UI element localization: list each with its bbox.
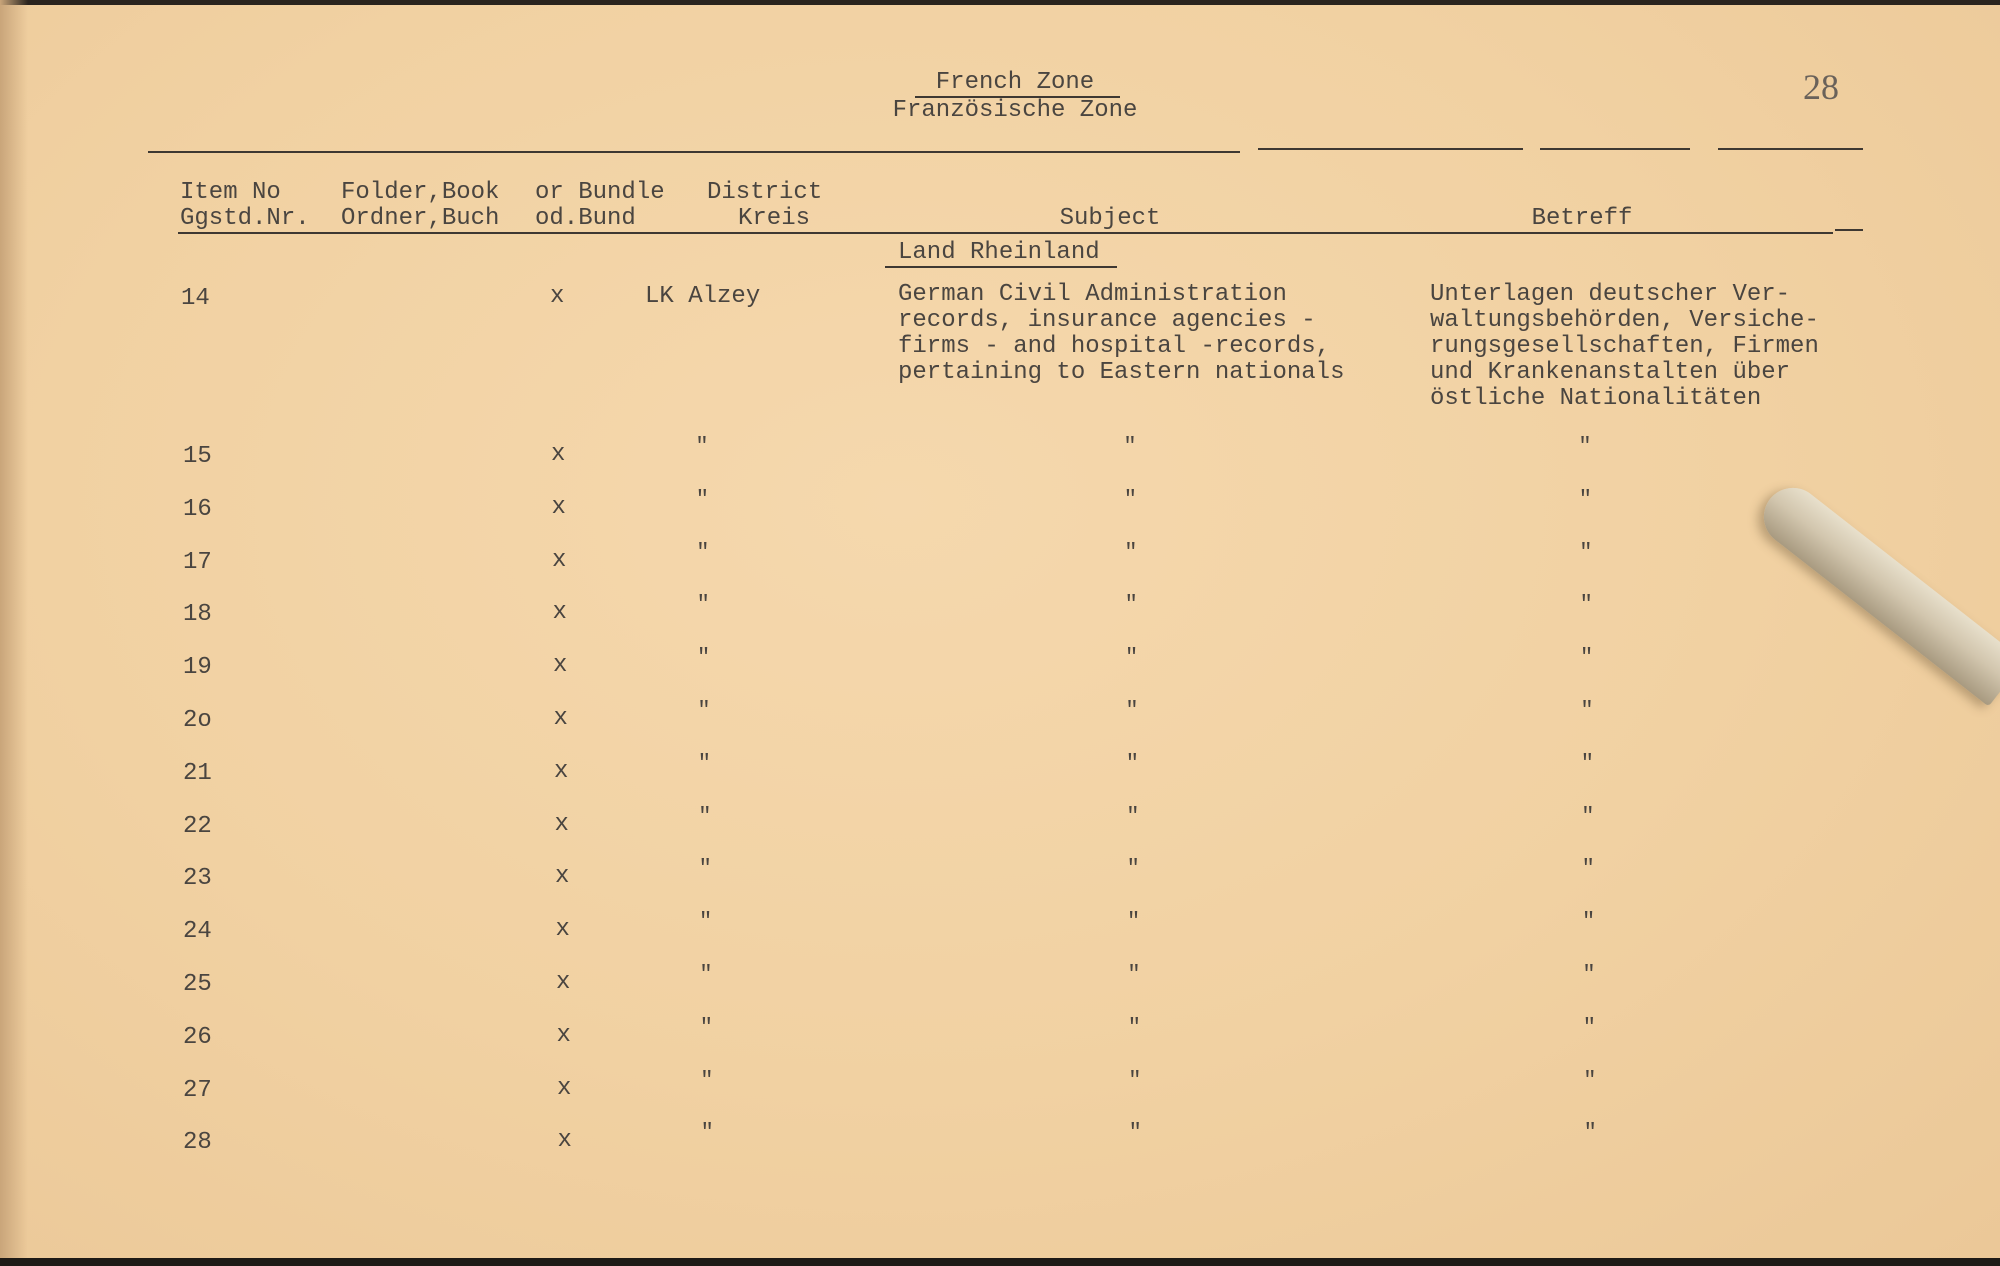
bundle-mark: x xyxy=(557,1127,572,1155)
header-rule-seg2 xyxy=(1258,148,1523,150)
subject-ditto: " xyxy=(1127,1014,1141,1040)
subject-ditto: " xyxy=(1126,909,1141,935)
subject-ditto: " xyxy=(1127,962,1141,987)
col-item-no-de: Ggstd.Nr. xyxy=(180,205,310,232)
header-rule-seg4 xyxy=(1718,148,1863,150)
bundle-mark: x xyxy=(552,546,567,574)
betreff-ditto: " xyxy=(1581,909,1596,935)
district-ditto: " xyxy=(695,434,709,459)
tweezers-object xyxy=(1752,476,2000,706)
betreff-ditto: " xyxy=(1579,539,1593,565)
bundle-mark: x xyxy=(557,1074,572,1102)
item-number: 16 xyxy=(183,495,212,523)
district-ditto: " xyxy=(699,1014,713,1040)
bundle-mark: x xyxy=(556,969,571,996)
zone-title-de: Französische Zone xyxy=(892,97,1138,124)
subject-ditto: " xyxy=(1125,750,1139,776)
district-ditto: " xyxy=(698,909,713,935)
item-number: 15 xyxy=(183,443,212,470)
bundle-mark: x xyxy=(555,863,570,891)
col-district-de: Kreis xyxy=(738,205,811,232)
item-number: 25 xyxy=(183,971,212,998)
subject-14: German Civil Administration records, insurance agencies - firms - and hospital -records, pertaining to Eastern nationals xyxy=(898,281,1345,386)
item-number: 19 xyxy=(183,654,212,682)
col-bundle-en: or Bundle xyxy=(535,179,665,206)
item-number: 18 xyxy=(183,601,212,629)
betreff-ditto: " xyxy=(1579,592,1593,618)
betreff-ditto: " xyxy=(1582,1014,1596,1040)
subject-ditto: " xyxy=(1126,856,1140,882)
bundle-mark-14: x xyxy=(550,283,565,310)
item-number: 27 xyxy=(183,1076,212,1104)
section-heading: Land Rheinland xyxy=(898,239,1100,266)
item-number: 17 xyxy=(183,548,212,576)
betreff-ditto: " xyxy=(1582,962,1596,987)
column-header-rule xyxy=(178,232,1833,234)
subject-ditto: " xyxy=(1123,486,1137,512)
bundle-mark: x xyxy=(553,705,568,732)
column-header-rule-end xyxy=(1835,229,1863,231)
bundle-mark: x xyxy=(552,599,567,627)
page-binding-shadow xyxy=(0,0,28,1258)
betreff-ditto: " xyxy=(1578,486,1592,512)
district-ditto: " xyxy=(695,486,709,512)
district-ditto: " xyxy=(698,856,712,882)
item-number: 24 xyxy=(183,918,212,946)
zone-title-en: French Zone xyxy=(935,69,1095,96)
bundle-mark: x xyxy=(554,757,569,785)
betreff-ditto: " xyxy=(1578,434,1592,459)
bundle-mark: x xyxy=(554,810,569,838)
bundle-mark: x xyxy=(551,441,566,468)
district-ditto: " xyxy=(696,592,710,618)
subject-ditto: " xyxy=(1124,592,1138,618)
col-betreff: Betreff xyxy=(1531,205,1633,232)
betreff-ditto: " xyxy=(1580,698,1594,723)
subject-ditto: " xyxy=(1128,1120,1142,1146)
district-ditto: " xyxy=(698,803,712,829)
betreff-ditto: " xyxy=(1583,1067,1597,1093)
subject-ditto: " xyxy=(1124,539,1138,565)
betreff-ditto: " xyxy=(1581,856,1595,882)
district-14: LK Alzey xyxy=(645,283,761,310)
col-folder-de: Ordner,Buch xyxy=(341,205,500,232)
betreff-ditto: " xyxy=(1580,750,1594,776)
col-folder-en: Folder,Book xyxy=(341,179,500,206)
subject-ditto: " xyxy=(1126,803,1140,829)
item-number: 22 xyxy=(183,812,212,840)
col-item-no-en: Item No xyxy=(180,179,281,206)
item-number: 26 xyxy=(183,1023,212,1051)
header-rule-seg3 xyxy=(1540,148,1690,150)
subject-ditto: " xyxy=(1125,698,1139,723)
district-ditto: " xyxy=(700,1067,714,1093)
bundle-mark: x xyxy=(551,493,566,521)
district-ditto: " xyxy=(699,962,713,987)
scan-top-edge xyxy=(0,0,2000,5)
item-number: 28 xyxy=(183,1129,212,1157)
district-ditto: " xyxy=(696,539,710,565)
district-ditto: " xyxy=(696,645,711,671)
bundle-mark: x xyxy=(555,916,570,944)
col-district-en: District xyxy=(707,179,823,206)
header-rule-seg1 xyxy=(148,151,1240,153)
subject-ditto: " xyxy=(1123,434,1137,459)
bundle-mark: x xyxy=(553,652,568,680)
district-ditto: " xyxy=(700,1120,714,1146)
subject-ditto: " xyxy=(1124,645,1139,671)
betreff-ditto: " xyxy=(1583,1120,1597,1146)
page-number: 28 xyxy=(1803,67,1839,107)
betreff-ditto: " xyxy=(1579,645,1594,671)
item-number: 23 xyxy=(183,865,212,893)
district-ditto: " xyxy=(697,750,711,776)
section-underline xyxy=(885,266,1117,268)
item-number: 2o xyxy=(183,707,212,734)
district-ditto: " xyxy=(697,698,711,723)
subject-ditto: " xyxy=(1128,1067,1142,1093)
item-number-14: 14 xyxy=(181,285,210,312)
col-subject: Subject xyxy=(1059,205,1161,232)
betreff-14: Unterlagen deutscher Ver- waltungsbehörden, Versiche- rungsgesellschaften, Firmen und Krankenanstalten über östliche Nationalitäten xyxy=(1430,281,1819,412)
col-bundle-de: od.Bund xyxy=(535,205,636,232)
betreff-ditto: " xyxy=(1581,803,1595,829)
item-number: 21 xyxy=(183,759,212,787)
bundle-mark: x xyxy=(556,1021,571,1049)
